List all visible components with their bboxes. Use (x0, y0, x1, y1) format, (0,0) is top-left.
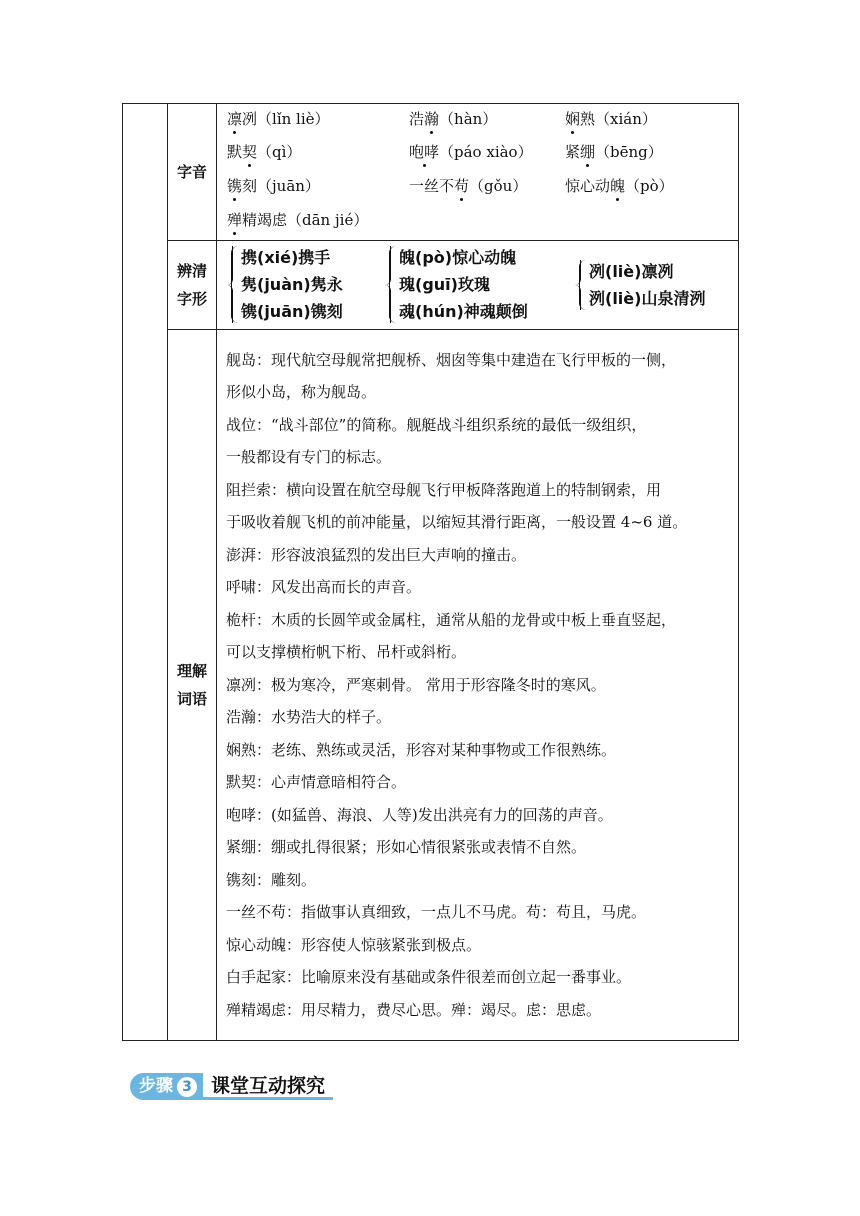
row-label-meaning: 理解 词语 (168, 330, 217, 1041)
definition-line: 殚精竭虑：用尽精力，费尽心思。殚：竭尽。虑：思虑。 (226, 1000, 602, 1019)
word-part: 紧 (565, 143, 581, 161)
definition-line: 一丝不苟：指做事认真细致，一点儿不马虎。苟：苟且，马虎。 (226, 903, 647, 922)
definition-line: 于吸收着舰飞机的前冲能量，以缩短其滑行距离，一般设置 4~6 道。 (226, 513, 688, 532)
row-label-shape: 辨清 字形 (168, 241, 217, 330)
word-pinyin: 冽（lǐn liè） (242, 110, 330, 128)
word-pinyin: 刻（juān） (242, 177, 320, 195)
definition-line: 默契：心声情意暗相符合。 (226, 773, 407, 792)
shape-cell (217, 241, 739, 330)
word-pinyin: （gǒu） (469, 177, 528, 195)
pronunciation-item (565, 141, 663, 162)
definition-line: 形似小岛，称为舰岛。 (226, 383, 377, 402)
shape-group (231, 244, 343, 325)
pronunciation-cell (217, 104, 739, 241)
word-part: 惊心动 (565, 177, 611, 195)
word-part: 一丝不 (409, 177, 455, 195)
definition-line: 惊心动魄：形容使人惊骇紧张到极点。 (226, 935, 482, 954)
definition-line: 浩瀚：水势浩大的样子。 (226, 708, 392, 727)
word-pinyin: （qì） (257, 143, 302, 161)
definition-line: 镌刻：雕刻。 (226, 870, 317, 889)
definition-line: 呼啸：风发出高而长的声音。 (226, 578, 422, 597)
shape-entry: 镌(juān)镌刻 (241, 302, 343, 321)
definition-line: 咆哮：(如猛兽、海浪、人等)发出洪亮有力的回荡的声音。 (226, 805, 613, 824)
step-heading (130, 1073, 333, 1100)
brace-icon (231, 246, 240, 323)
definition-line: 紧绷：绷或扎得很紧；形如心情很紧张或表情不自然。 (226, 838, 587, 857)
shape-group (579, 258, 705, 312)
pronunciation-item (227, 175, 320, 196)
shape-group (389, 244, 528, 325)
definition-line: 舰岛：现代航空母舰常把舰桥、烟囱等集中建造在飞行甲板的一侧， (226, 350, 677, 369)
word-part: 浩 (409, 110, 425, 128)
definitions-list (217, 341, 738, 1030)
pronunciation-item (227, 141, 301, 162)
brace-icon (389, 246, 398, 323)
brace-icon (579, 260, 588, 310)
blank-column-cell (123, 104, 168, 1041)
shape-groups (217, 241, 738, 329)
definition-line: 白手起家：比喻原来没有基础或条件很差而创立起一番事业。 (226, 968, 632, 987)
definition-line: 凛冽：极为寒冷，严寒刺骨。 常用于形容隆冬时的寒风。 (226, 675, 606, 694)
shape-entry: 携(xié)携手 (241, 248, 331, 267)
definition-line: 阻拦索：横向设置在航空母舰飞行甲板降落跑道上的特制钢索，用 (226, 480, 662, 499)
word-part: 默 (227, 143, 243, 161)
dotted-character: 殚 (227, 211, 243, 229)
shape-entry: 瑰(guī)玫瑰 (399, 275, 490, 294)
step-number-badge: 3 (177, 1077, 197, 1097)
shape-entry: 魂(hún)神魂颠倒 (399, 302, 528, 321)
pronunciation-item (409, 141, 533, 162)
dotted-character: 瀚 (424, 110, 440, 128)
word-pinyin: 精竭虑（dān jié） (242, 211, 369, 229)
definition-line: 战位：“战斗部位”的简称。舰艇战斗组织系统的最低一级组织， (226, 415, 647, 434)
shape-entry: 冽(liè)凛冽 (589, 262, 674, 281)
dotted-character: 苟 (454, 177, 470, 195)
shape-entry: 魄(pò)惊心动魄 (399, 248, 517, 267)
definition-line: 娴熟：老练、熟练或灵活，形容对某种事物或工作很熟练。 (226, 740, 617, 759)
pronunciation-item (409, 175, 527, 196)
vocabulary-table (122, 103, 739, 1041)
definition-line: 澎湃：形容波浪猛烈的发出巨大声响的撞击。 (226, 545, 527, 564)
shape-entry: 隽(juàn)隽永 (241, 275, 343, 294)
definition-line: 一般都设有专门的标志。 (226, 448, 392, 467)
dotted-character: 镌 (227, 177, 243, 195)
shape-entry: 洌(liè)山泉清洌 (589, 289, 706, 308)
word-pinyin: （hàn） (439, 110, 498, 128)
pronunciation-item (409, 108, 497, 129)
word-pinyin: （bēng） (595, 143, 663, 161)
step-tag (130, 1073, 203, 1100)
dotted-character: 咆哮 (409, 143, 440, 161)
step-title: 课堂互动探究 (203, 1073, 333, 1100)
dotted-character: 契 (242, 143, 258, 161)
dotted-character: 娴 (565, 110, 581, 128)
row-label-pronunciation: 字音 (168, 104, 217, 241)
pronunciation-grid (217, 104, 738, 240)
pronunciation-item (227, 108, 330, 129)
pronunciation-item (565, 175, 674, 196)
step-tag-label: 步骤 (139, 1076, 173, 1096)
word-pinyin: （páo xiào） (439, 143, 533, 161)
dotted-character: 魄 (610, 177, 626, 195)
word-pinyin: （pò） (625, 177, 674, 195)
pronunciation-item (227, 209, 368, 230)
word-pinyin: 熟（xián） (580, 110, 657, 128)
definition-line: 桅杆：木质的长圆竿或金属柱，通常从船的龙骨或中板上垂直竖起， (226, 610, 677, 629)
definitions-cell (217, 330, 739, 1041)
dotted-character: 凛 (227, 110, 243, 128)
pronunciation-item (565, 108, 657, 129)
dotted-character: 绷 (580, 143, 596, 161)
definition-line: 可以支撑横桁帆下桁、吊杆或斜桁。 (226, 643, 467, 662)
